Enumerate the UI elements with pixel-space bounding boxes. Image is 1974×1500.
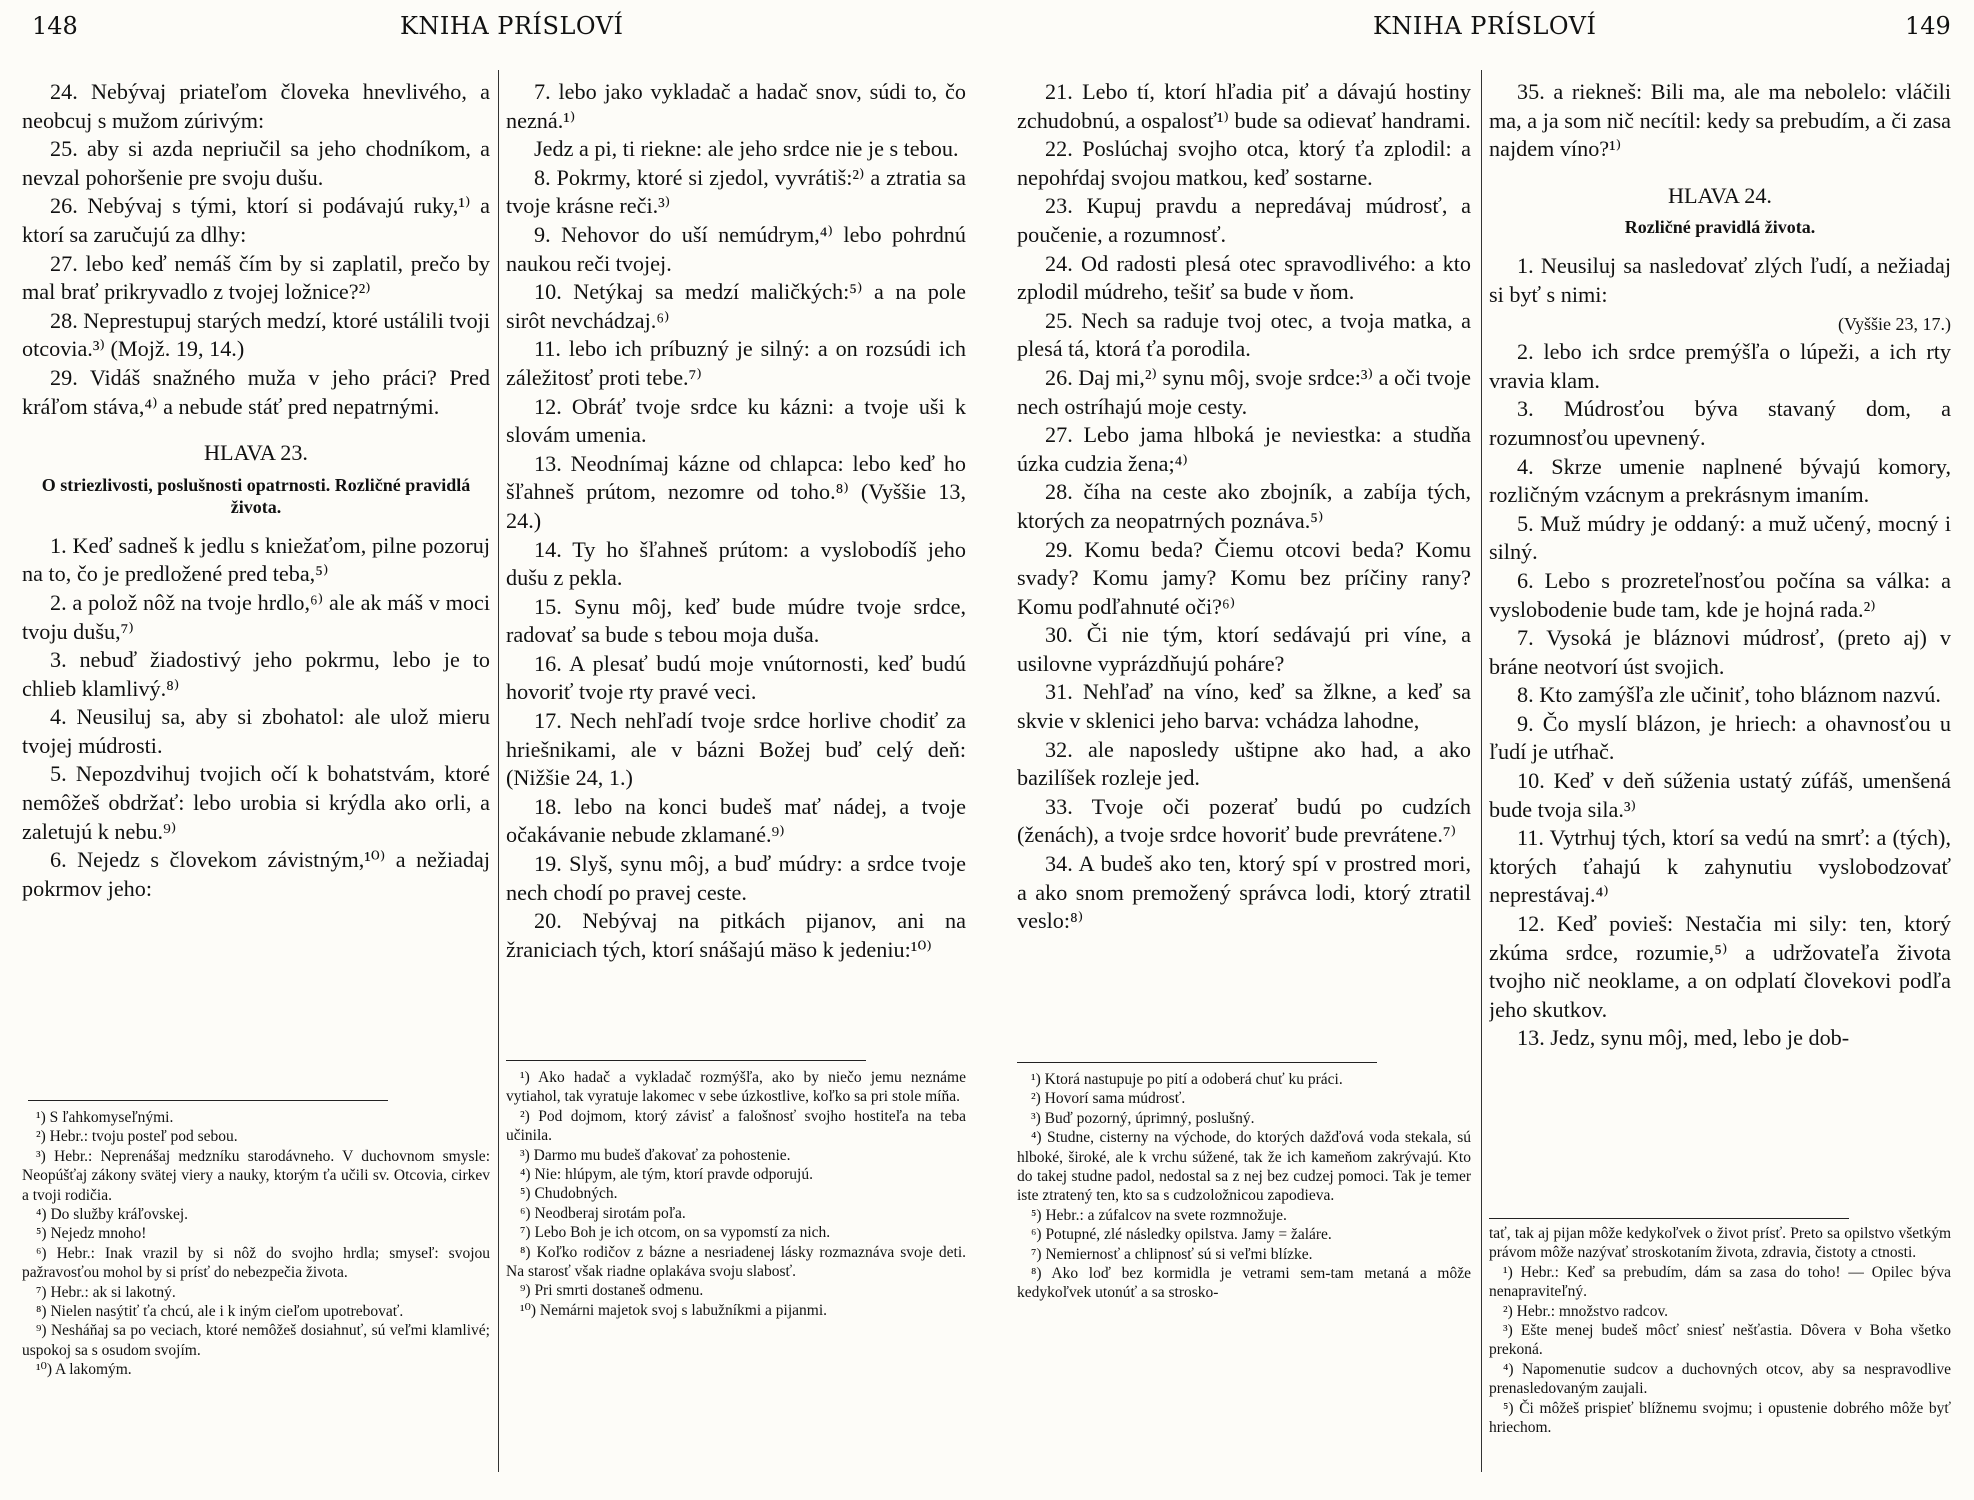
footnote: ¹⁰) Nemárni majetok svoj s labužníkmi a pijanmi. <box>520 1301 828 1319</box>
column-divider <box>498 70 499 1472</box>
verse: 12. Keď povieš: Nestačia mi sily: ten, ktorý zkúma srdce, rozumie,⁵⁾ a udržovateľa života tvojho nič neoklame, a on odplatí človekovi podľa jeho skutkov. <box>1489 911 1951 1022</box>
verse: 11. Vytrhuj tých, ktorí sa vedú na smrť: a (tých), ktorých ťahajú k zahynutiu vyslobodzovať neprestávaj.⁴⁾ <box>1489 825 1951 908</box>
verse: 1. Neusiluj sa nasledovať zlých ľudí, a nežiadaj si byť s nimi: <box>1489 253 1951 307</box>
footnote: ⁷) Nemiernosť a chlipnosť sú si veľmi blízke. <box>1031 1245 1313 1263</box>
verse: 7. lebo jako vykladač a hadač snov, súdi to, čo nezná.¹⁾ <box>506 79 966 133</box>
running-header: KNIHA PRÍSLOVÍ <box>1373 12 1597 40</box>
verse: 30. Či nie tým, ktorí sedávajú pri víne, a usilovne vyprázdňujú poháre? <box>1017 622 1471 676</box>
footnote: ⁶) Hebr.: Inak vrazil by si nôž do svojho hrdla; smyseľ: svojou pažravosťou mohol by si prísť do nebezpečia života. <box>22 1244 490 1282</box>
verse: 28. Neprestupuj starých medzí, ktoré ustálili tvoji otcovia.³⁾ (Mojž. 19, 14.) <box>22 307 490 362</box>
verse: 4. Neusiluj sa, aby si zbohatol: ale ulož mieru tvojej múdrosti. <box>22 704 490 758</box>
verse: 8. Kto zamýšľa zle učiniť, toho bláznom nazvú. <box>1517 682 1941 708</box>
footnote: ²) Pod dojmom, ktorý závisť a falošnosť svojho hostiteľa na teba učinila. <box>506 1107 966 1145</box>
chapter-heading: HLAVA 24. <box>1668 182 1772 208</box>
verse: Jedz a pi, ti riekne: ale jeho srdce nie je s tebou. <box>534 136 959 162</box>
verse: 21. Lebo tí, ktorí hľadia piť a dávajú hostiny zchudobnú, a ospalosť¹⁾ bude sa odievať handrami. <box>1017 79 1471 133</box>
footnotes <box>22 1108 490 1380</box>
verse: 8. Pokrmy, ktoré si zjedol, vyvrátiš:²⁾ a ztratia sa tvoje krásne reči.³⁾ <box>506 164 966 219</box>
verse: 5. Muž múdry je oddaný: a muž učený, mocný i silný. <box>1489 510 1951 565</box>
verse: 17. Nech nehľadí tvoje srdce horlive chodiť za hriešnikami, ale v bázni Božej buď celý deň: (Nižšie 24, 1.) <box>506 708 966 791</box>
footnotes <box>1017 1070 1471 1303</box>
verse: 28. číha na ceste ako zbojník, a zabíja tých, ktorých za neopatrných poznáva.⁵⁾ <box>1017 479 1471 533</box>
footnote: ⁸) Koľko rodičov z bázne a nesriadenej lásky rozmaznáva svoje deti. Na starosť však riadne oplakáva svoju slabosť. <box>506 1243 966 1281</box>
verse: 9. Nehovor do uší nemúdrym,⁴⁾ lebo pohrdnú naukou reči tvojej. <box>506 221 966 276</box>
verse: 15. Synu môj, keď bude múdre tvoje srdce, radovať sa bude s tebou moja duša. <box>506 593 966 648</box>
verse: 32. ale naposledy uštipne ako had, a ako bazilíšek rozleje jed. <box>1017 736 1471 791</box>
cross-reference: (Vyššie 23, 17.) <box>1838 313 1951 334</box>
verse: 24. Od radosti plesá otec spravodlivého: a kto zplodil múdreho, tešiť sa bude v ňom. <box>1017 250 1471 305</box>
verse: 2. a polož nôž na tvoje hrdlo,⁶⁾ ale ak máš v moci tvoju dušu,⁷⁾ <box>22 589 490 644</box>
footnote: ¹⁰) A lakomým. <box>36 1361 132 1379</box>
page-number: 149 <box>1905 12 1951 40</box>
footnote: ³) Ešte menej budeš môcť sniesť nešťastia. Dôvera v Boha všetko prekoná. <box>1489 1322 1951 1359</box>
footnotes <box>1489 1224 1951 1437</box>
verse: 13. Jedz, synu môj, med, lebo je dob- <box>1517 1025 1850 1051</box>
verse: 34. A budeš ako ten, ktorý spí v prostred mori, a ako snom premožený správca lodi, ktorý ztratil veslo:⁸⁾ <box>1017 851 1471 934</box>
footnote: ³) Darmo mu budeš ďakovať za pohostenie. <box>520 1146 791 1164</box>
verse: 35. a riekneš: Bili ma, ale ma nebolelo: vláčili ma, a ja som nič necítil: kedy sa prebudím, a či zasa najdem víno?¹⁾ <box>1489 79 1951 162</box>
footnote: ⁸) Nielen nasýtiť ťa chcú, ale i k iným cieľom upotrebovať. <box>36 1303 404 1321</box>
column-divider <box>1481 70 1482 1472</box>
footnote: ⁵) Chudobných. <box>520 1185 618 1203</box>
footnote: ²) Hebr.: tvoju posteľ pod sebou. <box>36 1128 238 1146</box>
verse: 16. A plesať budú moje vnútornosti, keď budú hovoriť tvoje rty pravé veci. <box>506 650 966 705</box>
verse: 24. Nebývaj priateľom človeka hnevlivého, a neobcuj s mužom zúrivým: <box>22 79 490 133</box>
verse: 10. Netýkaj sa medzí maličkých:⁵⁾ a na pole sirôt nevchádzaj.⁶⁾ <box>506 279 966 333</box>
verse: 19. Slyš, synu môj, a buď múdry: a srdce tvoje nech chodí po pravej ceste. <box>506 851 966 905</box>
footnote: ⁴) Do služby kráľovskej. <box>36 1206 189 1224</box>
footnote-rule <box>1017 1062 1377 1063</box>
footnote: ⁶) Neodberaj sirotám poľa. <box>520 1204 686 1222</box>
footnote: ⁷) Hebr.: ak si lakotný. <box>36 1283 176 1301</box>
footnote: ⁵) Hebr.: a zúfalcov na svete rozmnožuje. <box>1031 1206 1287 1224</box>
footnote: ³) Hebr.: Neprenášaj medzníku starodávneho. V duchovnom smysle: Neopúšťaj zákony svätej viery a nauky, ktorým ťa učili sv. Otcovia, cirkev a tvoji rodičia. <box>22 1147 490 1204</box>
verse: 1. Keď sadneš k jedlu s kniežaťom, pilne pozoruj na to, čo je predložené pred teba,⁵⁾ <box>22 532 490 587</box>
verse: 2. lebo ich srdce premýšľa o lúpeži, a ich rty vravia klam. <box>1489 339 1951 393</box>
footnote: ⁸) Ako loď bez kormidla je vetrami sem-tam metaná a môže kedykoľvek utonúť a sa strosko- <box>1017 1265 1471 1302</box>
footnote: ⁴) Studne, cisterny na východe, do ktorých dažďová voda stekala, sú hlboké, široké, ale k vrchu súžené, tak že ich kameňom zakrývajú. Kto do takej studne padol, nedostal sa z nej bez cudzej pomoci. Tak je temer iste ztratený ten, kto sa s cudzoložnicou zapodieva. <box>1017 1129 1471 1205</box>
footnote-rule <box>28 1100 388 1101</box>
footnote: ⁴) Napomenutie sudcov a duchovných otcov, aby sa nespravodlive prenasledovaným zaujali. <box>1489 1360 1951 1398</box>
footnote: ²) Hebr.: množstvo radcov. <box>1503 1302 1669 1320</box>
right-page <box>987 0 1974 1500</box>
chapter-summary: Rozličné pravidlá života. <box>1624 217 1816 238</box>
footnote: ³) Buď pozorný, úprimný, poslušný. <box>1031 1109 1255 1127</box>
verse: 12. Obráť tvoje srdce ku kázni: a tvoje uši k slovám umenia. <box>506 393 966 448</box>
footnote: ¹) Ktorá nastupuje po pití a odoberá chuť ku práci. <box>1031 1071 1343 1088</box>
chapter-heading: HLAVA 23. <box>204 440 308 466</box>
verse: 14. Ty ho šľahneš prútom: a vyslobodíš jeho dušu z pekla. <box>506 536 966 591</box>
chapter-summary: O striezlivosti, poslušnosti opatrnosti. Rozličné pravidlá života. <box>41 474 471 517</box>
footnote: ⁵) Či môžeš prispieť blížnemu svojmu; i opustenie dobrého môže byť hriechom. <box>1489 1399 1951 1437</box>
text-column <box>1017 78 1471 1054</box>
verse: 20. Nebývaj na pitkách pijanov, ani na žraniciach tých, ktorí snášajú mäso k jedeniu:¹⁰⁾ <box>506 908 966 962</box>
verse: 29. Komu beda? Čiemu otcovi beda? Komu svady? Komu jamy? Komu bez príčiny rany? Komu podľahnuté oči?⁶⁾ <box>1017 536 1471 619</box>
verse: 3. nebuď žiadostivý jeho pokrmu, lebo je to chlieb klamlivý.⁸⁾ <box>22 647 490 701</box>
text-column <box>22 78 490 1090</box>
footnote: ¹) Ako hadač a vykladač rozmýšľa, ako by niečo jemu neznáme vytiahol, tak vyratuje lakomec v sebe úzkostlive, koľko sa pri stole míňa. <box>506 1069 966 1106</box>
running-header: KNIHA PRÍSLOVÍ <box>400 12 624 40</box>
page-number: 148 <box>32 12 78 40</box>
verse: 18. lebo na konci budeš mať nádej, a tvoje očakávanie nebude zklamané.⁹⁾ <box>506 793 966 848</box>
footnote: ²) Hovorí sama múdrosť. <box>1031 1090 1186 1108</box>
footnote: ⁹) Nesháňaj sa po veciach, ktoré nemôžeš dosiahnuť, sú veľmi klamlivé; uspokoj sa s osudom svojím. <box>22 1322 490 1359</box>
verse: 7. Vysoká je bláznovi múdrosť, (preto aj) v bráne neotvorí úst svojich. <box>1489 625 1951 679</box>
verse: 3. Múdrosťou býva stavaný dom, a rozumnosťou upevnený. <box>1489 396 1951 450</box>
verse: 27. Lebo jama hlboká je neviestka: a studňa úzka cudzia žena;⁴⁾ <box>1017 422 1471 476</box>
footnote: ⁶) Potupné, zlé následky opilstva. Jamy = žaláre. <box>1031 1226 1332 1244</box>
verse: 25. Nech sa raduje tvoj otec, a tvoja matka, a plesá tá, ktorá ťa porodila. <box>1017 307 1471 362</box>
footnote: ⁹) Pri smrti dostaneš odmenu. <box>520 1282 704 1300</box>
footnote-rule <box>506 1060 866 1061</box>
footnote-rule <box>1489 1218 1849 1219</box>
verse: 13. Neodnímaj kázne od chlapca: lebo keď ho šľahneš prútom, nezomre od toho.⁸⁾ (Vyššie 13, 24.) <box>506 450 966 533</box>
verse: 26. Nebývaj s tými, ktorí si podávajú ruky,¹⁾ a ktorí sa zaručujú za dlhy: <box>22 193 490 247</box>
text-column <box>1489 78 1951 1210</box>
verse: 23. Kupuj pravdu a nepredávaj múdrosť, a poučenie, a rozumnosť. <box>1017 193 1471 247</box>
verse: 9. Čo myslí blázon, je hriech: a ohavnosťou u ľudí je utŕhač. <box>1489 710 1951 765</box>
footnote: ⁴) Nie: hlúpym, ale tým, ktorí pravde odporujú. <box>520 1166 813 1184</box>
footnote: ¹) Hebr.: Keď sa prebudím, dám sa zasa do toho! — Opilec býva nenapraviteľný. <box>1489 1263 1951 1301</box>
footnotes <box>506 1068 966 1320</box>
footnote: ⁵) Nejedz mnoho! <box>36 1225 147 1243</box>
footnote: tať, tak aj pijan môže kedykoľvek o život prísť. Preto sa opilstvo všetkým právom môže nazývať stroskotaním života, zdravia, čistoty a ctnosti. <box>1489 1225 1951 1262</box>
verse: 6. Lebo s prozreteľnosťou počína sa válka: a vyslobodenie bude tam, kde je hojná rada.²⁾ <box>1489 567 1951 622</box>
verse: 27. lebo keď nemáš čím by si zaplatil, prečo by mal brať prikryvadlo z tvojej ložnice?²⁾ <box>22 250 490 305</box>
verse: 26. Daj mi,²⁾ synu môj, svoje srdce:³⁾ a oči tvoje nech ostríhajú moje cesty. <box>1017 364 1471 419</box>
verse: 4. Skrze umenie naplnené bývajú komory, rozličným vzácnym a prekrásnym imaním. <box>1489 453 1951 508</box>
footnote: ¹) S ľahkomyseľnými. <box>36 1109 174 1126</box>
verse: 6. Nejedz s človekom závistným,¹⁰⁾ a nežiadaj pokrmov jeho: <box>22 847 490 901</box>
verse: 33. Tvoje oči pozerať budú po cudzích (ženách), a tvoje srdce hovoriť bude prevrátene.⁷⁾ <box>1017 793 1471 848</box>
verse: 22. Poslúchaj svojho otca, ktorý ťa zplodil: a nepohŕdaj svojou matkou, keď sostarne. <box>1017 136 1471 190</box>
text-column <box>506 78 966 1054</box>
footnote: ⁷) Lebo Boh je ich otcom, on sa vypomstí za nich. <box>520 1224 831 1242</box>
verse: 25. aby si azda nepriučil sa jeho chodníkom, a nevzal pohoršenie pre svoju dušu. <box>22 136 490 190</box>
verse: 10. Keď v deň súženia ustatý zúfáš, umenšená bude tvoja sila.³⁾ <box>1489 768 1951 822</box>
verse: 31. Nehľaď na víno, keď sa žlkne, a keď sa skvie v sklenici jeho barva: vchádza lahodne, <box>1017 679 1471 734</box>
verse: 29. Vidáš snažného muža v jeho práci? Pred kráľom stáva,⁴⁾ a nebude stáť pred nepatrnými. <box>22 364 490 419</box>
verse: 5. Nepozdvihuj tvojich očí k bohatstvám, ktoré nemôžeš obdržať: lebo urobia si krýdla ako orli, a zaletujú k nebu.⁹⁾ <box>22 761 490 844</box>
verse: 11. lebo ich príbuzný je silný: a on rozsúdi ich záležitosť proti tebe.⁷⁾ <box>506 336 966 390</box>
